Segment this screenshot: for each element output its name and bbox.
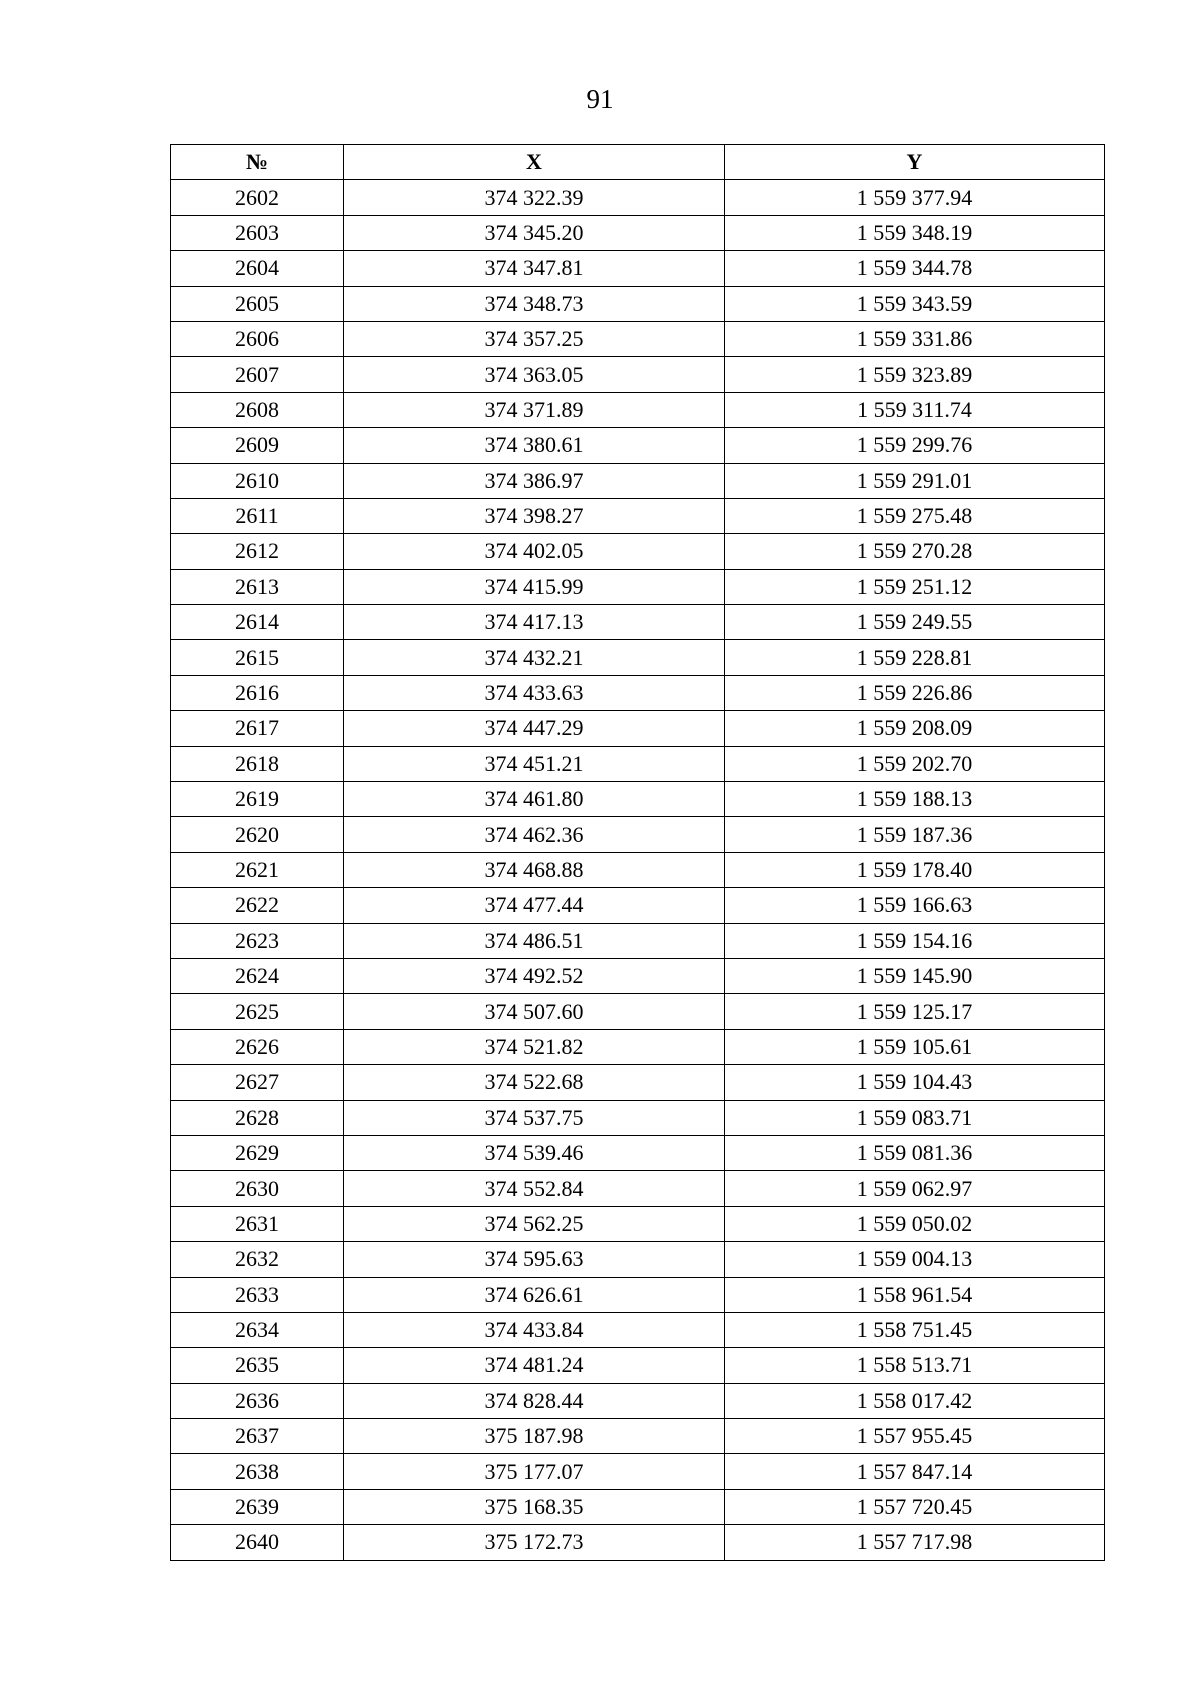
- y-coordinate-cell: 1 559 249.55: [725, 605, 1105, 640]
- table-row: [171, 321, 1105, 356]
- point-number-cell: 2622: [171, 888, 344, 923]
- table-row: [171, 852, 1105, 887]
- table-row: [171, 817, 1105, 852]
- y-coordinate-cell: 1 558 961.54: [725, 1277, 1105, 1312]
- y-coordinate-cell: 1 559 343.59: [725, 286, 1105, 321]
- point-number-cell: 2602: [171, 180, 344, 215]
- table-row: [171, 746, 1105, 781]
- y-coordinate-cell: 1 559 178.40: [725, 852, 1105, 887]
- x-coordinate-cell: 374 481.24: [344, 1348, 725, 1383]
- coordinates-table: [170, 144, 1105, 1561]
- point-number-cell: 2623: [171, 923, 344, 958]
- x-coordinate-cell: 374 371.89: [344, 392, 725, 427]
- y-coordinate-cell: 1 557 847.14: [725, 1454, 1105, 1489]
- y-coordinate-cell: 1 559 145.90: [725, 958, 1105, 993]
- point-number-cell: 2624: [171, 958, 344, 993]
- x-coordinate-cell: 375 172.73: [344, 1525, 725, 1560]
- y-coordinate-cell: 1 559 331.86: [725, 321, 1105, 356]
- y-coordinate-cell: 1 559 187.36: [725, 817, 1105, 852]
- table-row: [171, 1135, 1105, 1170]
- x-coordinate-cell: 374 461.80: [344, 782, 725, 817]
- y-coordinate-cell: 1 559 062.97: [725, 1171, 1105, 1206]
- x-coordinate-cell: 374 348.73: [344, 286, 725, 321]
- x-coordinate-cell: 375 177.07: [344, 1454, 725, 1489]
- table-row: [171, 1348, 1105, 1383]
- table-header: [171, 145, 1105, 180]
- point-number-cell: 2611: [171, 498, 344, 533]
- table-row: [171, 286, 1105, 321]
- x-coordinate-cell: 374 486.51: [344, 923, 725, 958]
- y-coordinate-cell: 1 558 017.42: [725, 1383, 1105, 1418]
- point-number-cell: 2629: [171, 1135, 344, 1170]
- point-number-cell: 2606: [171, 321, 344, 356]
- table-row: [171, 923, 1105, 958]
- table-row: [171, 1171, 1105, 1206]
- table-row: [171, 463, 1105, 498]
- x-coordinate-cell: 374 462.36: [344, 817, 725, 852]
- table-row: [171, 498, 1105, 533]
- x-coordinate-cell: 374 539.46: [344, 1135, 725, 1170]
- y-coordinate-cell: 1 559 202.70: [725, 746, 1105, 781]
- point-number-cell: 2636: [171, 1383, 344, 1418]
- point-number-cell: 2635: [171, 1348, 344, 1383]
- point-number-cell: 2604: [171, 251, 344, 286]
- header-y: Y: [725, 145, 1105, 180]
- point-number-cell: 2639: [171, 1489, 344, 1524]
- y-coordinate-cell: 1 559 208.09: [725, 711, 1105, 746]
- table-row: [171, 1029, 1105, 1064]
- y-coordinate-cell: 1 559 323.89: [725, 357, 1105, 392]
- table-row: [171, 1100, 1105, 1135]
- y-coordinate-cell: 1 559 166.63: [725, 888, 1105, 923]
- x-coordinate-cell: 374 626.61: [344, 1277, 725, 1312]
- y-coordinate-cell: 1 557 720.45: [725, 1489, 1105, 1524]
- point-number-cell: 2619: [171, 782, 344, 817]
- x-coordinate-cell: 374 433.63: [344, 675, 725, 710]
- x-coordinate-cell: 374 402.05: [344, 534, 725, 569]
- table-row: [171, 711, 1105, 746]
- table-row: [171, 251, 1105, 286]
- point-number-cell: 2617: [171, 711, 344, 746]
- table-row: [171, 1312, 1105, 1347]
- y-coordinate-cell: 1 559 251.12: [725, 569, 1105, 604]
- table-row: [171, 1277, 1105, 1312]
- point-number-cell: 2614: [171, 605, 344, 640]
- table-row: [171, 1065, 1105, 1100]
- y-coordinate-cell: 1 559 348.19: [725, 215, 1105, 250]
- x-coordinate-cell: 374 521.82: [344, 1029, 725, 1064]
- table-row: [171, 428, 1105, 463]
- x-coordinate-cell: 374 345.20: [344, 215, 725, 250]
- table-row: [171, 640, 1105, 675]
- page-number: 91: [586, 84, 614, 114]
- point-number-cell: 2634: [171, 1312, 344, 1347]
- x-coordinate-cell: 375 168.35: [344, 1489, 725, 1524]
- x-coordinate-cell: 374 417.13: [344, 605, 725, 640]
- x-coordinate-cell: 374 357.25: [344, 321, 725, 356]
- x-coordinate-cell: 374 347.81: [344, 251, 725, 286]
- y-coordinate-cell: 1 558 751.45: [725, 1312, 1105, 1347]
- point-number-cell: 2637: [171, 1419, 344, 1454]
- x-coordinate-cell: 375 187.98: [344, 1419, 725, 1454]
- y-coordinate-cell: 1 559 344.78: [725, 251, 1105, 286]
- y-coordinate-cell: 1 559 299.76: [725, 428, 1105, 463]
- x-coordinate-cell: 374 447.29: [344, 711, 725, 746]
- point-number-cell: 2632: [171, 1242, 344, 1277]
- y-coordinate-cell: 1 559 311.74: [725, 392, 1105, 427]
- point-number-cell: 2631: [171, 1206, 344, 1241]
- y-coordinate-cell: 1 557 955.45: [725, 1419, 1105, 1454]
- table-row: [171, 180, 1105, 215]
- table-row: [171, 1242, 1105, 1277]
- y-coordinate-cell: 1 559 291.01: [725, 463, 1105, 498]
- point-number-cell: 2630: [171, 1171, 344, 1206]
- x-coordinate-cell: 374 433.84: [344, 1312, 725, 1347]
- x-coordinate-cell: 374 828.44: [344, 1383, 725, 1418]
- x-coordinate-cell: 374 415.99: [344, 569, 725, 604]
- point-number-cell: 2615: [171, 640, 344, 675]
- table-row: [171, 215, 1105, 250]
- y-coordinate-cell: 1 559 081.36: [725, 1135, 1105, 1170]
- y-coordinate-cell: 1 559 083.71: [725, 1100, 1105, 1135]
- point-number-cell: 2626: [171, 1029, 344, 1064]
- x-coordinate-cell: 374 398.27: [344, 498, 725, 533]
- point-number-cell: 2612: [171, 534, 344, 569]
- y-coordinate-cell: 1 559 105.61: [725, 1029, 1105, 1064]
- point-number-cell: 2607: [171, 357, 344, 392]
- table-row: [171, 1489, 1105, 1524]
- table-row: [171, 569, 1105, 604]
- x-coordinate-cell: 374 468.88: [344, 852, 725, 887]
- point-number-cell: 2633: [171, 1277, 344, 1312]
- y-coordinate-cell: 1 559 154.16: [725, 923, 1105, 958]
- table-row: [171, 888, 1105, 923]
- point-number-cell: 2628: [171, 1100, 344, 1135]
- x-coordinate-cell: 374 322.39: [344, 180, 725, 215]
- table-row: [171, 392, 1105, 427]
- x-coordinate-cell: 374 562.25: [344, 1206, 725, 1241]
- x-coordinate-cell: 374 380.61: [344, 428, 725, 463]
- point-number-cell: 2616: [171, 675, 344, 710]
- x-coordinate-cell: 374 595.63: [344, 1242, 725, 1277]
- point-number-cell: 2621: [171, 852, 344, 887]
- point-number-cell: 2640: [171, 1525, 344, 1560]
- x-coordinate-cell: 374 386.97: [344, 463, 725, 498]
- table-row: [171, 1419, 1105, 1454]
- point-number-cell: 2620: [171, 817, 344, 852]
- x-coordinate-cell: 374 552.84: [344, 1171, 725, 1206]
- point-number-cell: 2625: [171, 994, 344, 1029]
- x-coordinate-cell: 374 451.21: [344, 746, 725, 781]
- y-coordinate-cell: 1 559 188.13: [725, 782, 1105, 817]
- point-number-cell: 2618: [171, 746, 344, 781]
- point-number-cell: 2603: [171, 215, 344, 250]
- y-coordinate-cell: 1 559 275.48: [725, 498, 1105, 533]
- point-number-cell: 2610: [171, 463, 344, 498]
- x-coordinate-cell: 374 537.75: [344, 1100, 725, 1135]
- table-row: [171, 1206, 1105, 1241]
- table-row: [171, 675, 1105, 710]
- x-coordinate-cell: 374 432.21: [344, 640, 725, 675]
- y-coordinate-cell: 1 559 228.81: [725, 640, 1105, 675]
- x-coordinate-cell: 374 492.52: [344, 958, 725, 993]
- x-coordinate-cell: 374 363.05: [344, 357, 725, 392]
- table-row: [171, 994, 1105, 1029]
- table-row: [171, 357, 1105, 392]
- x-coordinate-cell: 374 507.60: [344, 994, 725, 1029]
- table-row: [171, 1383, 1105, 1418]
- header-x: X: [344, 145, 725, 180]
- header-row: [171, 145, 1105, 180]
- point-number-cell: 2613: [171, 569, 344, 604]
- table-row: [171, 1454, 1105, 1489]
- point-number-cell: 2609: [171, 428, 344, 463]
- point-number-cell: 2638: [171, 1454, 344, 1489]
- table-row: [171, 782, 1105, 817]
- table-row: [171, 605, 1105, 640]
- x-coordinate-cell: 374 522.68: [344, 1065, 725, 1100]
- point-number-cell: 2605: [171, 286, 344, 321]
- table-body: [171, 180, 1105, 1560]
- y-coordinate-cell: 1 557 717.98: [725, 1525, 1105, 1560]
- y-coordinate-cell: 1 559 050.02: [725, 1206, 1105, 1241]
- y-coordinate-cell: 1 559 104.43: [725, 1065, 1105, 1100]
- y-coordinate-cell: 1 559 377.94: [725, 180, 1105, 215]
- y-coordinate-cell: 1 559 125.17: [725, 994, 1105, 1029]
- table-row: [171, 534, 1105, 569]
- header-number: №: [171, 145, 344, 180]
- point-number-cell: 2608: [171, 392, 344, 427]
- y-coordinate-cell: 1 559 004.13: [725, 1242, 1105, 1277]
- x-coordinate-cell: 374 477.44: [344, 888, 725, 923]
- y-coordinate-cell: 1 558 513.71: [725, 1348, 1105, 1383]
- y-coordinate-cell: 1 559 226.86: [725, 675, 1105, 710]
- table-row: [171, 1525, 1105, 1560]
- table-row: [171, 958, 1105, 993]
- y-coordinate-cell: 1 559 270.28: [725, 534, 1105, 569]
- point-number-cell: 2627: [171, 1065, 344, 1100]
